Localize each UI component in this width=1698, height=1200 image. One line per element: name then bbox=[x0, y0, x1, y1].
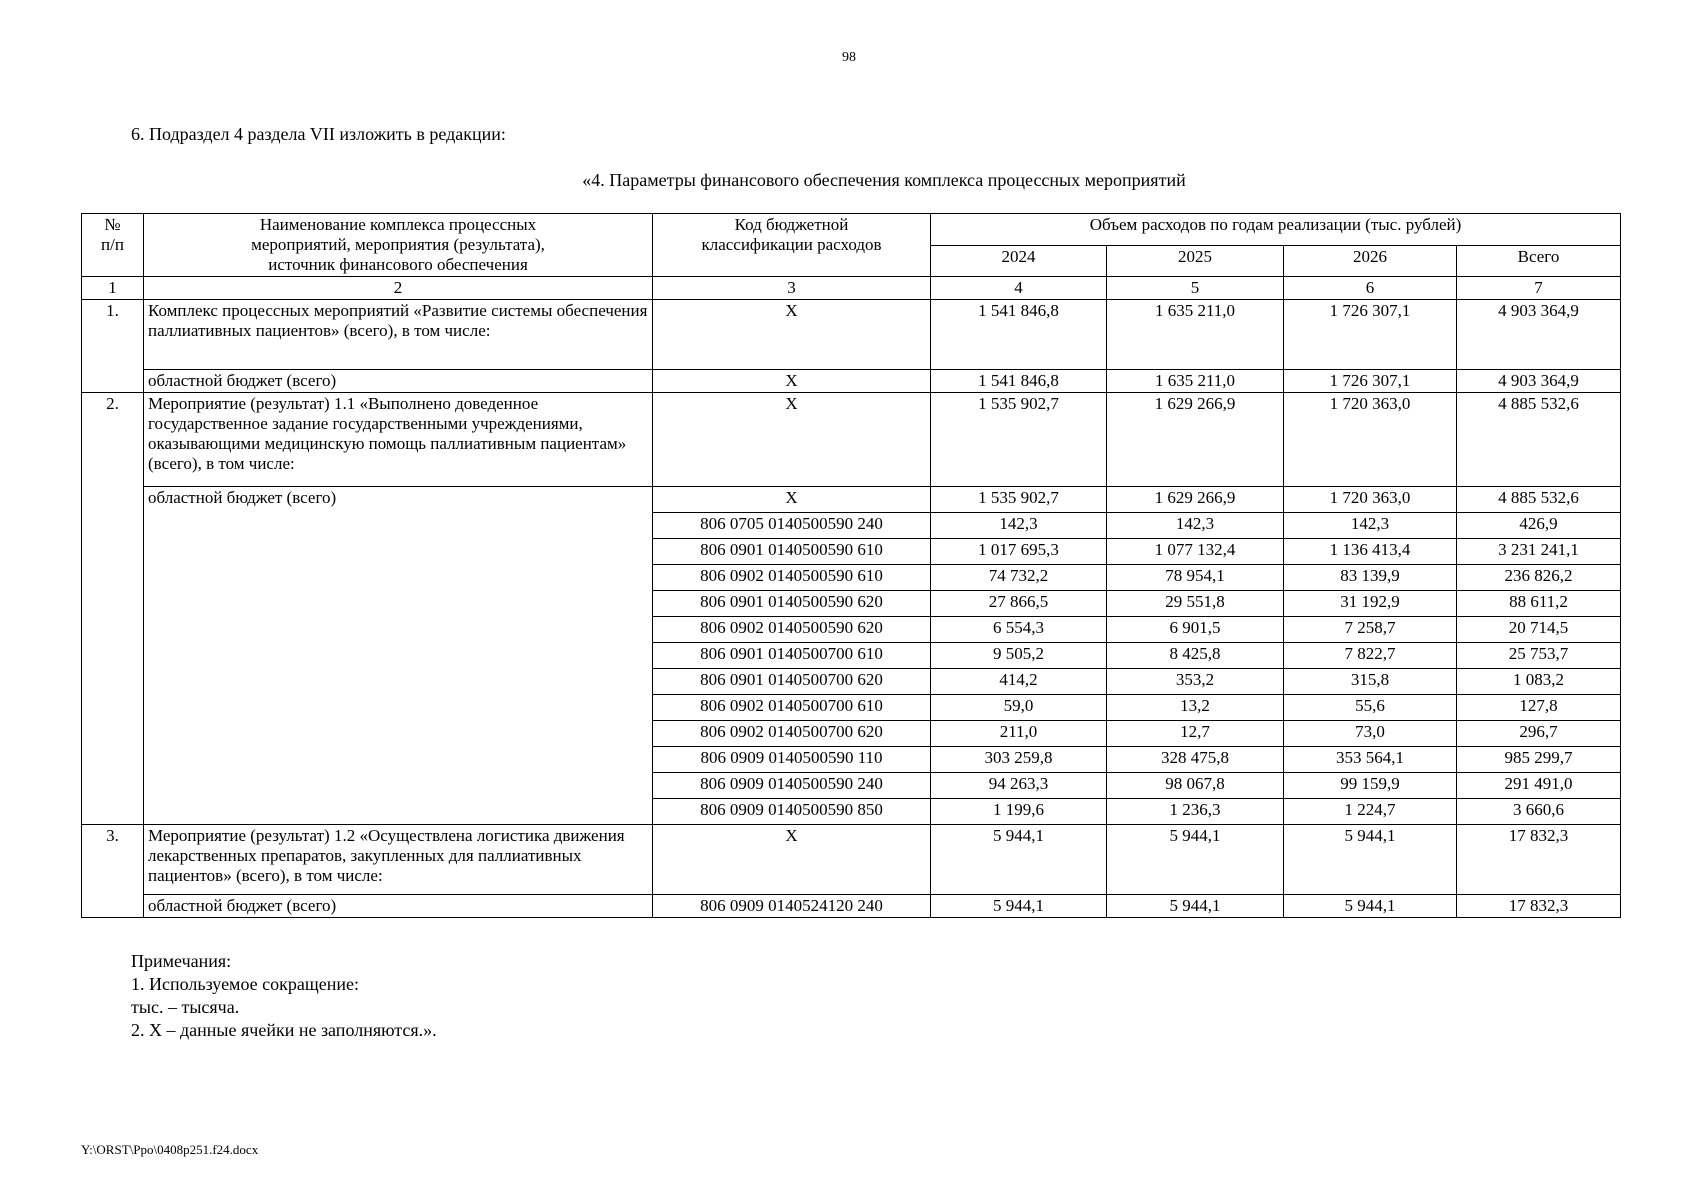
value-2025: 1 236,3 bbox=[1107, 799, 1284, 825]
value-2024: 1 199,6 bbox=[931, 799, 1107, 825]
budget-code: 806 0901 0140500700 620 bbox=[653, 669, 931, 695]
value-2025: 8 425,8 bbox=[1107, 643, 1284, 669]
value-total: 17 832,3 bbox=[1457, 895, 1621, 918]
row-name: Мероприятие (результат) 1.1 «Выполнено доведенное государственное задание государственными учреждениями, оказывающими медицинскую помощь паллиативным пациентам» (всего), в том числе: bbox=[144, 393, 653, 487]
value-2024: 74 732,2 bbox=[931, 565, 1107, 591]
budget-code: X bbox=[653, 825, 931, 895]
budget-code: 806 0901 0140500590 620 bbox=[653, 591, 931, 617]
value-2025: 1 629 266,9 bbox=[1107, 487, 1284, 513]
value-2024: 27 866,5 bbox=[931, 591, 1107, 617]
value-2026: 142,3 bbox=[1284, 513, 1457, 539]
value-2024: 1 017 695,3 bbox=[931, 539, 1107, 565]
value-2026: 7 258,7 bbox=[1284, 617, 1457, 643]
value-total: 25 753,7 bbox=[1457, 643, 1621, 669]
notes bbox=[131, 950, 437, 1042]
value-2026: 5 944,1 bbox=[1284, 895, 1457, 918]
value-total: 1 083,2 bbox=[1457, 669, 1621, 695]
header-code: Код бюджетной классификации расходов bbox=[653, 214, 931, 277]
value-total: 426,9 bbox=[1457, 513, 1621, 539]
notes-heading: Примечания: bbox=[131, 951, 232, 971]
financing-table bbox=[81, 213, 1621, 918]
value-2024: 142,3 bbox=[931, 513, 1107, 539]
row-number: 2. bbox=[82, 393, 144, 825]
budget-code: 806 0909 0140500590 110 bbox=[653, 747, 931, 773]
row-name: Комплекс процессных мероприятий «Развитие системы обеспечения паллиативных пациентов» (всего), в том числе: bbox=[144, 300, 653, 370]
budget-code: X bbox=[653, 370, 931, 393]
value-2025: 1 077 132,4 bbox=[1107, 539, 1284, 565]
value-2026: 315,8 bbox=[1284, 669, 1457, 695]
value-2026: 1 136 413,4 bbox=[1284, 539, 1457, 565]
note-line: 1. Используемое сокращение: bbox=[131, 974, 359, 994]
value-2025: 142,3 bbox=[1107, 513, 1284, 539]
value-2025: 5 944,1 bbox=[1107, 895, 1284, 918]
budget-code: 806 0902 0140500700 620 bbox=[653, 721, 931, 747]
value-2025: 328 475,8 bbox=[1107, 747, 1284, 773]
column-numbers-row bbox=[82, 277, 1621, 300]
budget-code: X bbox=[653, 300, 931, 370]
table-row bbox=[82, 300, 1621, 370]
value-total: 985 299,7 bbox=[1457, 747, 1621, 773]
value-2026: 1 224,7 bbox=[1284, 799, 1457, 825]
value-total: 236 826,2 bbox=[1457, 565, 1621, 591]
table-row bbox=[82, 825, 1621, 895]
col-number: 4 bbox=[931, 277, 1107, 300]
col-number: 6 bbox=[1284, 277, 1457, 300]
budget-code: X bbox=[653, 393, 931, 487]
value-2024: 9 505,2 bbox=[931, 643, 1107, 669]
budget-code: 806 0909 0140500590 850 bbox=[653, 799, 931, 825]
value-2026: 31 192,9 bbox=[1284, 591, 1457, 617]
value-total: 127,8 bbox=[1457, 695, 1621, 721]
row-name: Мероприятие (результат) 1.2 «Осуществлена логистика движения лекарственных препаратов, закупленных для паллиативных пациентов» (всего), в том числе: bbox=[144, 825, 653, 895]
note-line: тыс. – тысяча. bbox=[131, 997, 240, 1017]
value-2024: 59,0 bbox=[931, 695, 1107, 721]
value-2026: 353 564,1 bbox=[1284, 747, 1457, 773]
table-title: «4. Параметры финансового обеспечения комплекса процессных мероприятий bbox=[582, 170, 1186, 190]
value-2026: 7 822,7 bbox=[1284, 643, 1457, 669]
header-num: № п/п bbox=[82, 214, 144, 277]
header-volume: Объем расходов по годам реализации (тыс. рублей) bbox=[931, 214, 1621, 246]
col-number: 3 bbox=[653, 277, 931, 300]
intro-paragraph: 6. Подраздел 4 раздела VII изложить в редакции: bbox=[131, 124, 506, 144]
value-2026: 5 944,1 bbox=[1284, 825, 1457, 895]
value-2024: 1 535 902,7 bbox=[931, 487, 1107, 513]
value-2024: 6 554,3 bbox=[931, 617, 1107, 643]
value-2024: 1 541 846,8 bbox=[931, 370, 1107, 393]
budget-code: 806 0909 0140524120 240 bbox=[653, 895, 931, 918]
value-2025: 1 635 211,0 bbox=[1107, 300, 1284, 370]
table-row bbox=[82, 487, 1621, 513]
budget-code: 806 0901 0140500700 610 bbox=[653, 643, 931, 669]
value-2026: 99 159,9 bbox=[1284, 773, 1457, 799]
value-2024: 94 263,3 bbox=[931, 773, 1107, 799]
value-2026: 73,0 bbox=[1284, 721, 1457, 747]
value-2026: 1 726 307,1 bbox=[1284, 300, 1457, 370]
value-total: 4 903 364,9 bbox=[1457, 300, 1621, 370]
value-2025: 29 551,8 bbox=[1107, 591, 1284, 617]
footer-file-path: Y:\ORST\Ppo\0408p251.f24.docx bbox=[81, 1142, 259, 1157]
value-2026: 83 139,9 bbox=[1284, 565, 1457, 591]
value-2026: 1 720 363,0 bbox=[1284, 487, 1457, 513]
value-2024: 414,2 bbox=[931, 669, 1107, 695]
value-2025: 12,7 bbox=[1107, 721, 1284, 747]
value-total: 4 885 532,6 bbox=[1457, 393, 1621, 487]
row-name: областной бюджет (всего) bbox=[144, 895, 653, 918]
row-name: областной бюджет (всего) bbox=[144, 487, 653, 825]
value-2025: 5 944,1 bbox=[1107, 825, 1284, 895]
value-total: 20 714,5 bbox=[1457, 617, 1621, 643]
value-total: 17 832,3 bbox=[1457, 825, 1621, 895]
value-total: 291 491,0 bbox=[1457, 773, 1621, 799]
value-total: 3 660,6 bbox=[1457, 799, 1621, 825]
value-2024: 303 259,8 bbox=[931, 747, 1107, 773]
value-total: 4 903 364,9 bbox=[1457, 370, 1621, 393]
header-row bbox=[82, 214, 1621, 246]
budget-code: 806 0902 0140500700 610 bbox=[653, 695, 931, 721]
value-total: 88 611,2 bbox=[1457, 591, 1621, 617]
value-2025: 353,2 bbox=[1107, 669, 1284, 695]
col-number: 1 bbox=[82, 277, 144, 300]
value-2024: 5 944,1 bbox=[931, 895, 1107, 918]
col-number: 7 bbox=[1457, 277, 1621, 300]
budget-code: X bbox=[653, 487, 931, 513]
value-2026: 1 720 363,0 bbox=[1284, 393, 1457, 487]
value-2025: 6 901,5 bbox=[1107, 617, 1284, 643]
table-row bbox=[82, 895, 1621, 918]
header-year: Всего bbox=[1457, 245, 1621, 277]
budget-code: 806 0901 0140500590 610 bbox=[653, 539, 931, 565]
col-number: 2 bbox=[144, 277, 653, 300]
header-year: 2025 bbox=[1107, 245, 1284, 277]
value-total: 3 231 241,1 bbox=[1457, 539, 1621, 565]
budget-code: 806 0902 0140500590 620 bbox=[653, 617, 931, 643]
value-2024: 5 944,1 bbox=[931, 825, 1107, 895]
table-row bbox=[82, 370, 1621, 393]
value-2025: 13,2 bbox=[1107, 695, 1284, 721]
row-number: 1. bbox=[82, 300, 144, 393]
value-2024: 211,0 bbox=[931, 721, 1107, 747]
value-2026: 55,6 bbox=[1284, 695, 1457, 721]
header-name: Наименование комплекса процессных мероприятий, мероприятия (результата), источник финансового обеспечения bbox=[144, 214, 653, 277]
value-2025: 98 067,8 bbox=[1107, 773, 1284, 799]
header-year: 2026 bbox=[1284, 245, 1457, 277]
value-2024: 1 535 902,7 bbox=[931, 393, 1107, 487]
note-line: 2. X – данные ячейки не заполняются.». bbox=[131, 1020, 437, 1040]
row-name: областной бюджет (всего) bbox=[144, 370, 653, 393]
budget-code: 806 0705 0140500590 240 bbox=[653, 513, 931, 539]
budget-code: 806 0902 0140500590 610 bbox=[653, 565, 931, 591]
page-number: 98 bbox=[842, 50, 856, 65]
row-number: 3. bbox=[82, 825, 144, 918]
value-2025: 78 954,1 bbox=[1107, 565, 1284, 591]
value-2024: 1 541 846,8 bbox=[931, 300, 1107, 370]
header-year: 2024 bbox=[931, 245, 1107, 277]
col-number: 5 bbox=[1107, 277, 1284, 300]
value-2026: 1 726 307,1 bbox=[1284, 370, 1457, 393]
value-2025: 1 629 266,9 bbox=[1107, 393, 1284, 487]
value-2025: 1 635 211,0 bbox=[1107, 370, 1284, 393]
table-row bbox=[82, 393, 1621, 487]
budget-code: 806 0909 0140500590 240 bbox=[653, 773, 931, 799]
value-total: 296,7 bbox=[1457, 721, 1621, 747]
value-total: 4 885 532,6 bbox=[1457, 487, 1621, 513]
